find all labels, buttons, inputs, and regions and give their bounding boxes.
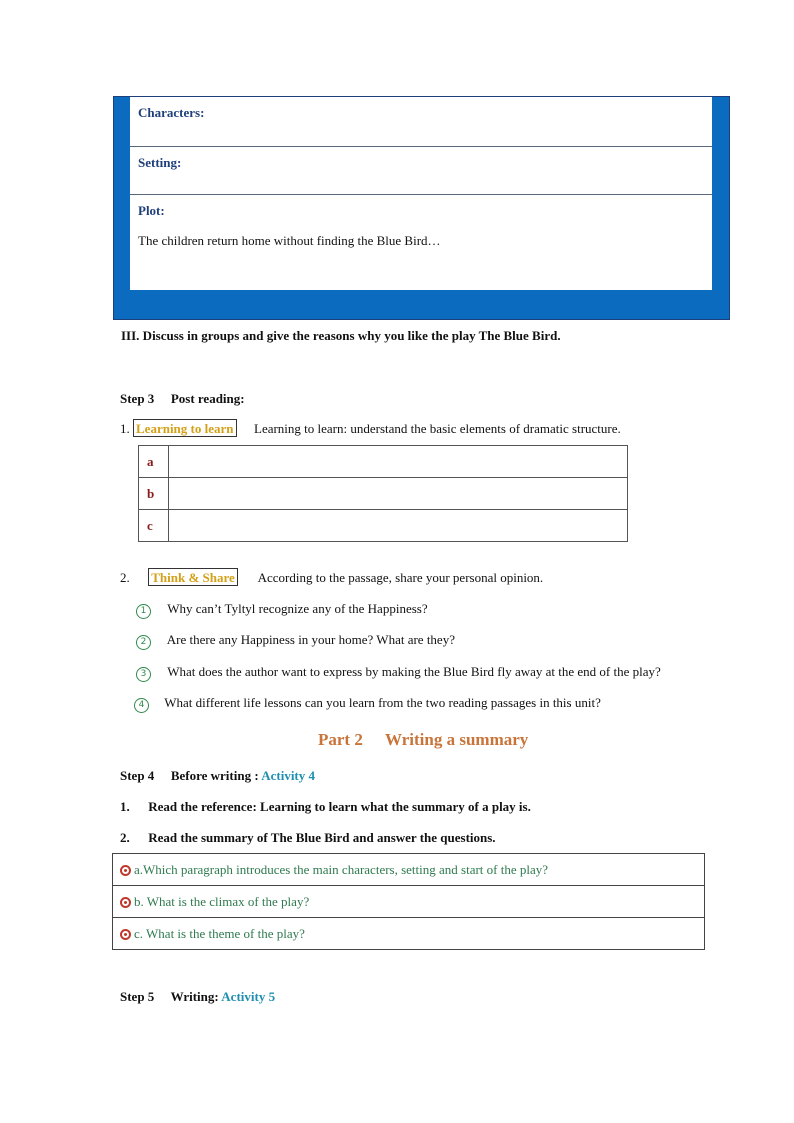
question-text: Are there any Happiness in your home? What are they? <box>166 632 455 647</box>
learning-to-learn-tag: Learning to learn <box>133 419 237 437</box>
step3-label: Step 3 <box>120 391 155 406</box>
circled-number-icon: 1 <box>136 604 151 619</box>
step4-item1-number: 1. <box>120 799 130 814</box>
bullseye-icon <box>120 865 131 876</box>
step3-item1-number: 1. <box>120 421 130 436</box>
step4-item2-number: 2. <box>120 830 130 845</box>
step4-heading <box>120 768 315 784</box>
table-row <box>139 510 628 542</box>
row-letter: b <box>139 478 169 510</box>
question-item <box>136 664 661 682</box>
circled-number-icon: 2 <box>136 635 151 650</box>
plot-row <box>130 195 712 290</box>
step3-item2 <box>120 570 543 586</box>
step4-title: Before writing : <box>170 768 259 783</box>
table-row <box>113 886 705 918</box>
plot-text: The children return home without finding the Blue Bird… <box>138 233 441 248</box>
part2-title <box>318 730 528 750</box>
step5-label: Step 5 <box>120 989 155 1004</box>
step3-item1 <box>120 421 621 437</box>
table-row <box>113 918 705 950</box>
story-map-inner <box>130 97 712 290</box>
part2-label: Part 2 <box>318 730 363 749</box>
answer-cell[interactable] <box>169 510 628 542</box>
step4-label: Step 4 <box>120 768 155 783</box>
row-letter: a <box>139 446 169 478</box>
characters-label: Characters: <box>138 105 205 120</box>
question-item <box>134 695 601 713</box>
elements-table <box>138 445 628 542</box>
step4-item1 <box>120 799 531 815</box>
question-text: b. What is the climax of the play? <box>134 893 310 909</box>
answer-cell[interactable] <box>169 446 628 478</box>
step3-item2-text: According to the passage, share your personal opinion. <box>257 570 544 585</box>
question-text: What different life lessons can you learn from the two reading passages in this unit? <box>164 695 601 710</box>
bullseye-icon <box>120 897 131 908</box>
activity4-label: Activity 4 <box>261 768 316 783</box>
table-row <box>113 854 705 886</box>
discuss-instruction: III. Discuss in groups and give the reasons why you like the play The Blue Bird. <box>121 328 561 343</box>
setting-row <box>130 147 712 195</box>
answer-cell[interactable] <box>169 478 628 510</box>
activity5-label: Activity 5 <box>221 989 276 1004</box>
part2-heading: Writing a summary <box>385 730 529 749</box>
question-cell <box>113 918 705 950</box>
question-cell <box>113 886 705 918</box>
row-letter: c <box>139 510 169 542</box>
table-row <box>139 478 628 510</box>
step5-heading <box>120 989 275 1005</box>
question-item <box>136 632 455 650</box>
question-cell <box>113 854 705 886</box>
bullseye-icon <box>120 929 131 940</box>
question-text: c. What is the theme of the play? <box>134 925 305 941</box>
characters-row <box>130 97 712 147</box>
step4-item2-text: Read the summary of The Blue Bird and answer the questions. <box>148 830 496 845</box>
question-text: a.Which paragraph introduces the main characters, setting and start of the play? <box>134 861 549 877</box>
story-map-box <box>113 96 730 320</box>
step3-heading <box>120 391 245 407</box>
step3-item1-text: Learning to learn: understand the basic elements of dramatic structure. <box>254 421 621 436</box>
step3-item2-number: 2. <box>120 570 130 585</box>
think-share-tag: Think & Share <box>148 568 238 586</box>
question-item <box>136 601 428 619</box>
step5-title: Writing: <box>170 989 219 1004</box>
step4-item2 <box>120 830 496 846</box>
circled-number-icon: 3 <box>136 667 151 682</box>
table-row <box>139 446 628 478</box>
setting-label: Setting: <box>138 155 182 170</box>
question-text: What does the author want to express by making the Blue Bird fly away at the end of the play? <box>167 664 661 679</box>
question-text: Why can’t Tyltyl recognize any of the Happiness? <box>167 601 428 616</box>
step3-title: Post reading: <box>170 391 245 406</box>
circled-number-icon: 4 <box>134 698 149 713</box>
step4-item1-text: Read the reference: Learning to learn what the summary of a play is. <box>148 799 531 814</box>
plot-label: Plot: <box>138 203 165 218</box>
summary-questions-table <box>112 853 705 950</box>
